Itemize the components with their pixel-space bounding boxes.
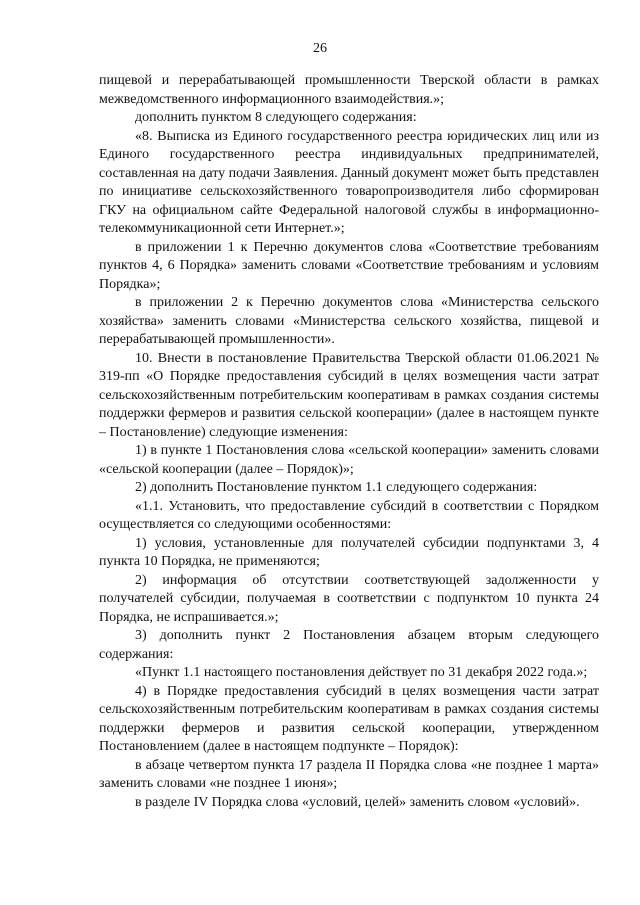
paragraph: «1.1. Установить, что предоставление субсидий в соответствии с Порядком осуществляется со следующими особенностями:	[99, 498, 599, 532]
paragraph: пищевой и перерабатывающей промышленности Тверской области в рамках межведомственного информационного взаимодействия.»;	[99, 73, 599, 107]
paragraph: в абзаце четвертом пункта 17 раздела II Порядка слова «не позднее 1 марта» заменить словами «не позднее 1 июня»;	[99, 757, 599, 791]
paragraph: в разделе IV Порядка слова «условий, целей» заменить словом «условий».	[135, 794, 580, 810]
paragraph: 10. Внести в постановление Правительства Тверской области 01.06.2021 № 319-пп «О Порядке предоставления субсидий в целях возмещения части затрат сельскохозяйственным потребительским кооперативам в рамках создания системы поддержки фермеров и развития сельской кооперации» (далее в настоящем пункте – Постановление) следующие изменения:	[99, 350, 599, 440]
paragraph: 1) условия, установленные для получателей субсидии подпунктами 3, 4 пункта 10 Порядка, не применяются;	[99, 535, 599, 569]
paragraph: 3) дополнить пункт 2 Постановления абзацем вторым следующего содержания:	[99, 628, 599, 662]
paragraph: дополнить пунктом 8 следующего содержания:	[135, 110, 417, 125]
paragraph: 2) информация об отсутствии соответствующей задолженности у получателей субсидии, получаемая в соответствии с подпунктом 10 пункта 24 Порядка, не испрашивается.»;	[99, 572, 599, 625]
paragraph: 4) в Порядке предоставления субсидий в целях возмещения части затрат сельскохозяйственным потребительским кооперативам в рамках создания системы поддержки фермеров и развития сельской кооперации, утвержденном Постановлением (далее в настоящем подпункте – Порядок):	[99, 683, 599, 754]
paragraph: 2) дополнить Постановление пунктом 1.1 следующего содержания:	[135, 480, 538, 495]
paragraph: в приложении 2 к Перечню документов слова «Министерства сельского хозяйства» заменить словами «Министерства сельского хозяйства, пищевой и перерабатывающей промышленности».	[99, 295, 599, 347]
paragraph: «Пункт 1.1 настоящего постановления действует по 31 декабря 2022 года.»;	[135, 665, 588, 680]
document-body	[99, 72, 599, 812]
paragraph: «8. Выписка из Единого государственного реестра юридических лиц или из Единого государственного реестра индивидуальных предпринимателей, составленная на дату подачи Заявления. Данный документ может быть представлен по инициативе сельскохозяйственного товаропроизводителя либо сформирован ГКУ на официальном сайте Федеральной налоговой службы в информационно-телекоммуникационной сети Интернет.»;	[99, 128, 599, 236]
paragraph: 1) в пункте 1 Постановления слова «сельской кооперации» заменить словами «сельской кооперации (далее – Порядок)»;	[99, 443, 599, 477]
paragraph: в приложении 1 к Перечню документов слова «Соответствие требованиям пунктов 4, 6 Порядка» заменить словами «Соответствие требованиям и условиям Порядка»;	[99, 239, 599, 292]
page-number: 26	[313, 41, 327, 56]
